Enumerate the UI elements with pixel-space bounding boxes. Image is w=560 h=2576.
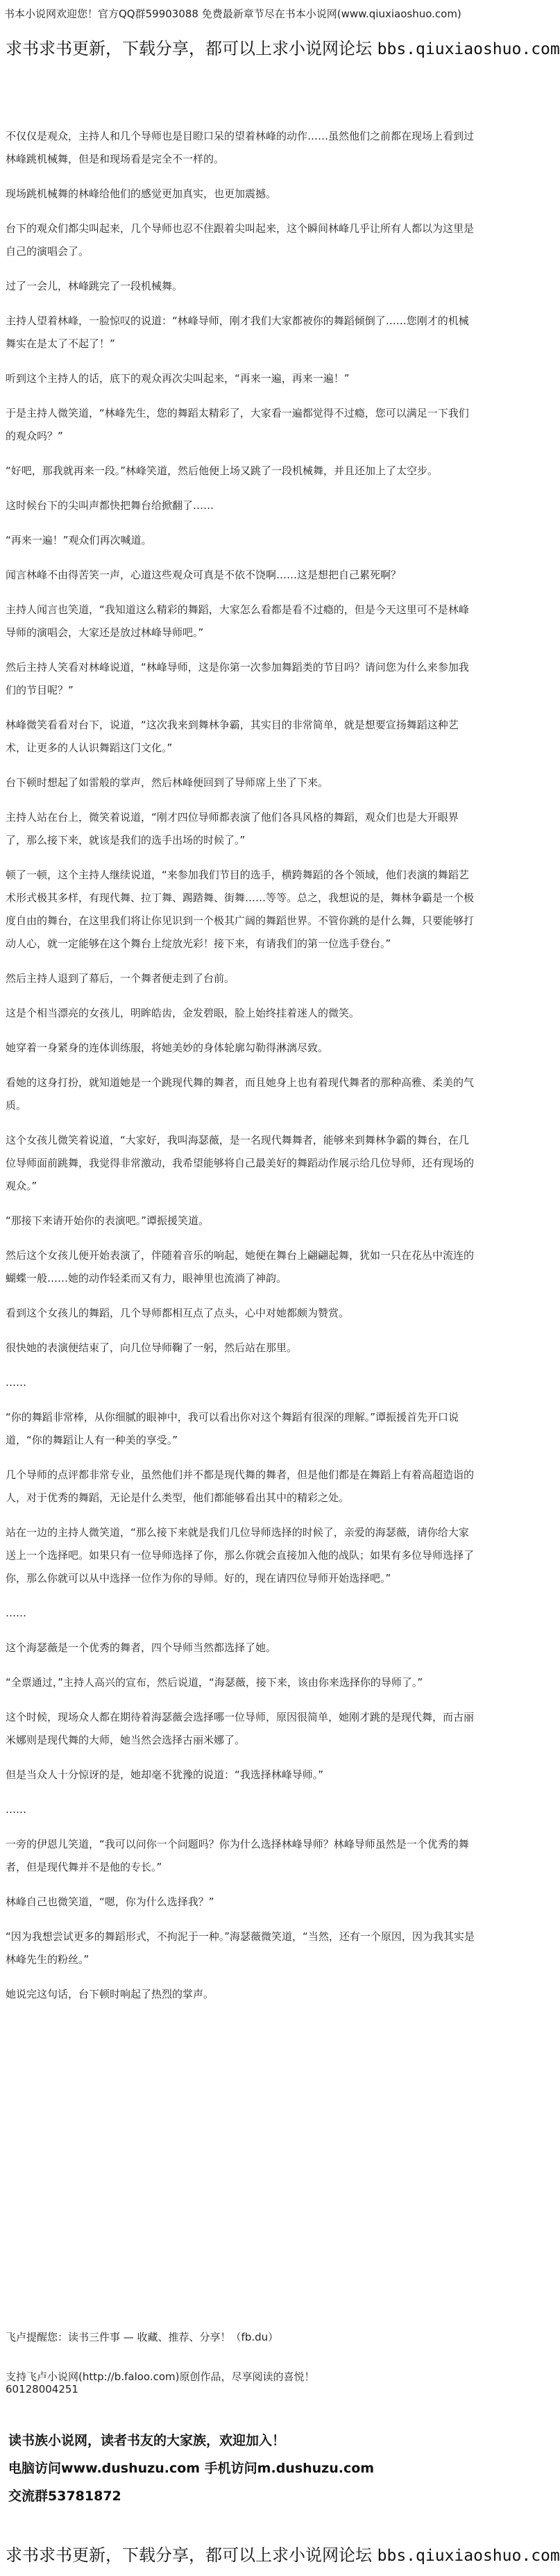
paragraph: “因为我想尝试更多的舞蹈形式，不拘泥于一种。”海瑟薇微笑道，“当然，还有一个原因，因为我其实是林峰先生的粉丝。” bbox=[6, 1930, 475, 1966]
paragraph: 过了一会儿，林峰跳完了一段机械舞。 bbox=[6, 280, 183, 292]
paragraph: 站在一边的主持人微笑道，“那么接下来就是我们几位导师选择的时候了，亲爱的海瑟薇，请你给大家送上一个选择吧。如果只有一位导师选择了你，那么你就会直接加入他的战队；如果有多位导师选择了你，那么你就可以从中选择一位作为你的导师。好的，现在请四位导师开始选择吧。” bbox=[6, 1526, 475, 1584]
support-line[interactable]: 支持飞卢小说网(http://b.faloo.com)原创作品，尽享阅读的喜悦！ bbox=[6, 2370, 315, 2383]
forum-banner-top[interactable] bbox=[0, 31, 560, 66]
paragraph: …… bbox=[6, 1376, 26, 1389]
paragraph: “再来一遍！”观众们再次喊道。 bbox=[6, 534, 152, 546]
paragraph: 这个海瑟薇是一个优秀的舞者，四个导师当然都选择了她。 bbox=[6, 1641, 277, 1654]
paragraph: “那接下来请开始你的表演吧。”谭振援笑道。 bbox=[6, 1214, 210, 1227]
paragraph: 然后这个女孩儿便开始表演了，伴随着音乐的响起，她便在舞台上翩翩起舞，犹如一只在花丛中流连的蝴蝶一般……她的动作轻柔而又有力，眼神里也流淌了神韵。 bbox=[6, 1249, 475, 1285]
paragraph: 但是当众人十分惊讶的是，她却毫不犹豫的说道：“我选择林峰导师。” bbox=[6, 1768, 324, 1781]
paragraph: 现场跳机械舞的林峰给他们的感觉更加真实，也更加震撼。 bbox=[6, 187, 277, 200]
chapter-text bbox=[0, 125, 486, 2018]
paragraph: 顿了一顿，这个主持人继续说道，“来参加我们节目的选手，横跨舞蹈的各个领域，他们表演的舞蹈艺术形式极其多样，有现代舞、拉丁舞、踢踏舞、街舞……等等。总之，我想说的是，舞林争霸是一个极度自由的舞台，在这里我们将让你见识到一个极其广阔的舞蹈世界。不管你跳的是什么舞，只要能够打动人心，就一定能够在这个舞台上绽放光彩！接下来，有请我们的第一位选手登台。” bbox=[6, 869, 475, 950]
paragraph: 然后主持人退到了幕后，一个舞者便走到了台前。 bbox=[6, 972, 235, 985]
paragraph: 几个导师的点评都非常专业，虽然他们并不都是现代舞的舞者，但是他们都是在舞蹈上有着高超造诣的人，对于优秀的舞蹈，无论是什么类型，他们都能够看出其中的精彩之处。 bbox=[6, 1469, 475, 1504]
promo-links[interactable]: 电脑访问www.dushuzu.com 手机访问m.dushuzu.com bbox=[8, 2461, 375, 2476]
paragraph: 闻言林峰不由得苦笑一声，心道这些观众可真是不依不饶啊……这是想把自己累死啊？ bbox=[6, 569, 402, 581]
paragraph: “全票通过，”主持人高兴的宣布，然后说道，“海瑟薇，接下来，该由你来选择你的导师了。” bbox=[6, 1676, 423, 1689]
site-notice: 书本小说网欢迎您！官方QQ群59903088 免费最新章节尽在书本小说网(www.qiuxiaoshuo.com) bbox=[4, 8, 461, 20]
footer-number: 60128004251 bbox=[6, 2383, 78, 2395]
paragraph: “好吧，那我就再来一段。”林峰笑道，然后他便上场又跳了一段机械舞，并且还加上了太空步。 bbox=[6, 465, 439, 477]
paragraph: 她说完这句话，台下顿时响起了热烈的掌声。 bbox=[6, 1988, 214, 2000]
paragraph: 看到这个女孩儿的舞蹈，几个导师都相互点了点头，心中对她都颇为赞赏。 bbox=[6, 1307, 350, 1319]
paragraph: 主持人望着林峰，一脸惊叹的说道：“林峰导师，刚才我们大家都被你的舞蹈倾倒了……您刚才的机械舞实在是太了不起了！” bbox=[6, 315, 469, 350]
banner-site-link[interactable]: bbs.qiuxiaoshuo.com bbox=[377, 40, 560, 58]
paragraph: 很快她的表演便结束了，向几位导师鞠了一躬，然后站在那里。 bbox=[6, 1341, 298, 1354]
paragraph: 听到这个主持人的话，底下的观众再次尖叫起来，“再来一遍，再来一遍！” bbox=[6, 372, 350, 385]
banner-text: 求书求书更新，下载分享，都可以上求小说网论坛 bbox=[6, 39, 372, 58]
paragraph: 看她的这身打扮，就知道她是一个跳现代舞的舞者，而且她身上也有着现代舞者的那种高雅、柔美的气质。 bbox=[6, 1076, 475, 1112]
paragraph: 台下的观众们都尖叫起来，几个导师也忍不住跟着尖叫起来，这个瞬间林峰几乎让所有人都以为这里是自己的演唱会了。 bbox=[6, 222, 475, 258]
paragraph: 台下顿时想起了如雷般的掌声，然后林峰便回到了导师席上坐了下来。 bbox=[6, 776, 329, 789]
chapter-note: 飞卢提醒您：读书三件事 — 收藏、推荐、分享！（fb.du） bbox=[6, 2331, 279, 2343]
paragraph: “你的舞蹈非常棒，从你细腻的眼神中，我可以看出你对这个舞蹈有很深的理解。”谭振援首先开口说道，“你的舞蹈让人有一种美的享受。” bbox=[6, 1411, 459, 1446]
paragraph: 一旁的伊恩儿笑道，“我可以问你一个问题吗？你为什么选择林峰导师？林峰导师虽然是一个优秀的舞者，但是现代舞并不是他的专长。” bbox=[6, 1838, 469, 1873]
paragraph: 主持人站在台上，微笑着说道，“刚才四位导师都表演了他们各具风格的舞蹈，观众们也是大开眼界了，那么接下来，就该是我们的选手出场的时候了。” bbox=[6, 811, 459, 846]
paragraph: 不仅仅是观众，主持人和几个导师也是目瞪口呆的望着林峰的动作……虽然他们之前都在现场上看到过林峰跳机械舞，但是和现场看是完全不一样的。 bbox=[6, 130, 475, 165]
banner-site-link[interactable]: bbs.qiuxiaoshuo.com bbox=[377, 2547, 560, 2565]
paragraph: 林峰自己也微笑道，“嗯，你为什么选择我？” bbox=[6, 1896, 214, 1908]
paragraph: 主持人闻言也笑道，“我知道这么精彩的舞蹈，大家怎么看都是看不过瘾的，但是今天这里可不是林峰导师的演唱会，大家还是放过林峰导师吧。” bbox=[6, 603, 469, 639]
paragraph: …… bbox=[6, 1803, 26, 1816]
paragraph: 这个女孩儿微笑着说道，“大家好，我叫海瑟薇，是一名现代舞舞者，能够来到舞林争霸的舞台，在几位导师面前跳舞，我觉得非常激动，我希望能够将自己最美好的舞蹈动作展示给几位导师，还有现场的观众。” bbox=[6, 1134, 475, 1192]
paragraph: 林峰微笑看看对台下，说道，“这次我来到舞林争霸，其实目的非常简单，就是想要宣扬舞蹈这种艺术，让更多的人认识舞蹈这门文化。” bbox=[6, 719, 459, 754]
paragraph: 这个时候，现场众人都在期待着海瑟薇会选择哪一位导师，原因很简单，她刚才跳的是现代舞，而古丽米娜则是现代舞的大师，她当然会选择古丽米娜了。 bbox=[6, 1711, 475, 1746]
paragraph: 这是个相当漂亮的女孩儿，明眸皓齿，金发碧眼，脸上始终挂着迷人的微笑。 bbox=[6, 1007, 360, 1019]
paragraph: 这时候台下的尖叫声都快把舞台给掀翻了…… bbox=[6, 499, 214, 512]
paragraph: 然后主持人笑看对林峰说道，“林峰导师，这是你第一次参加舞蹈类的节目吗？请问您为什么来参加我们的节目呢？” bbox=[6, 661, 469, 696]
promo-welcome: 读书族小说网，读者书友的大家族，欢迎加入！ bbox=[8, 2433, 286, 2448]
forum-banner-bottom[interactable] bbox=[0, 2538, 560, 2573]
promo-group: 交流群53781872 bbox=[8, 2489, 121, 2504]
paragraph: 她穿着一身紧身的连体训练服，将她美妙的身体轮廓勾勒得淋漓尽致。 bbox=[6, 1042, 329, 1054]
paragraph: …… bbox=[6, 1607, 26, 1619]
paragraph: 于是主持人微笑道，“林峰先生，您的舞蹈太精彩了，大家看一遍都觉得不过瘾，您可以满足一下我们的观众吗？” bbox=[6, 407, 469, 442]
banner-text: 求书求书更新，下载分享，都可以上求小说网论坛 bbox=[6, 2545, 372, 2565]
